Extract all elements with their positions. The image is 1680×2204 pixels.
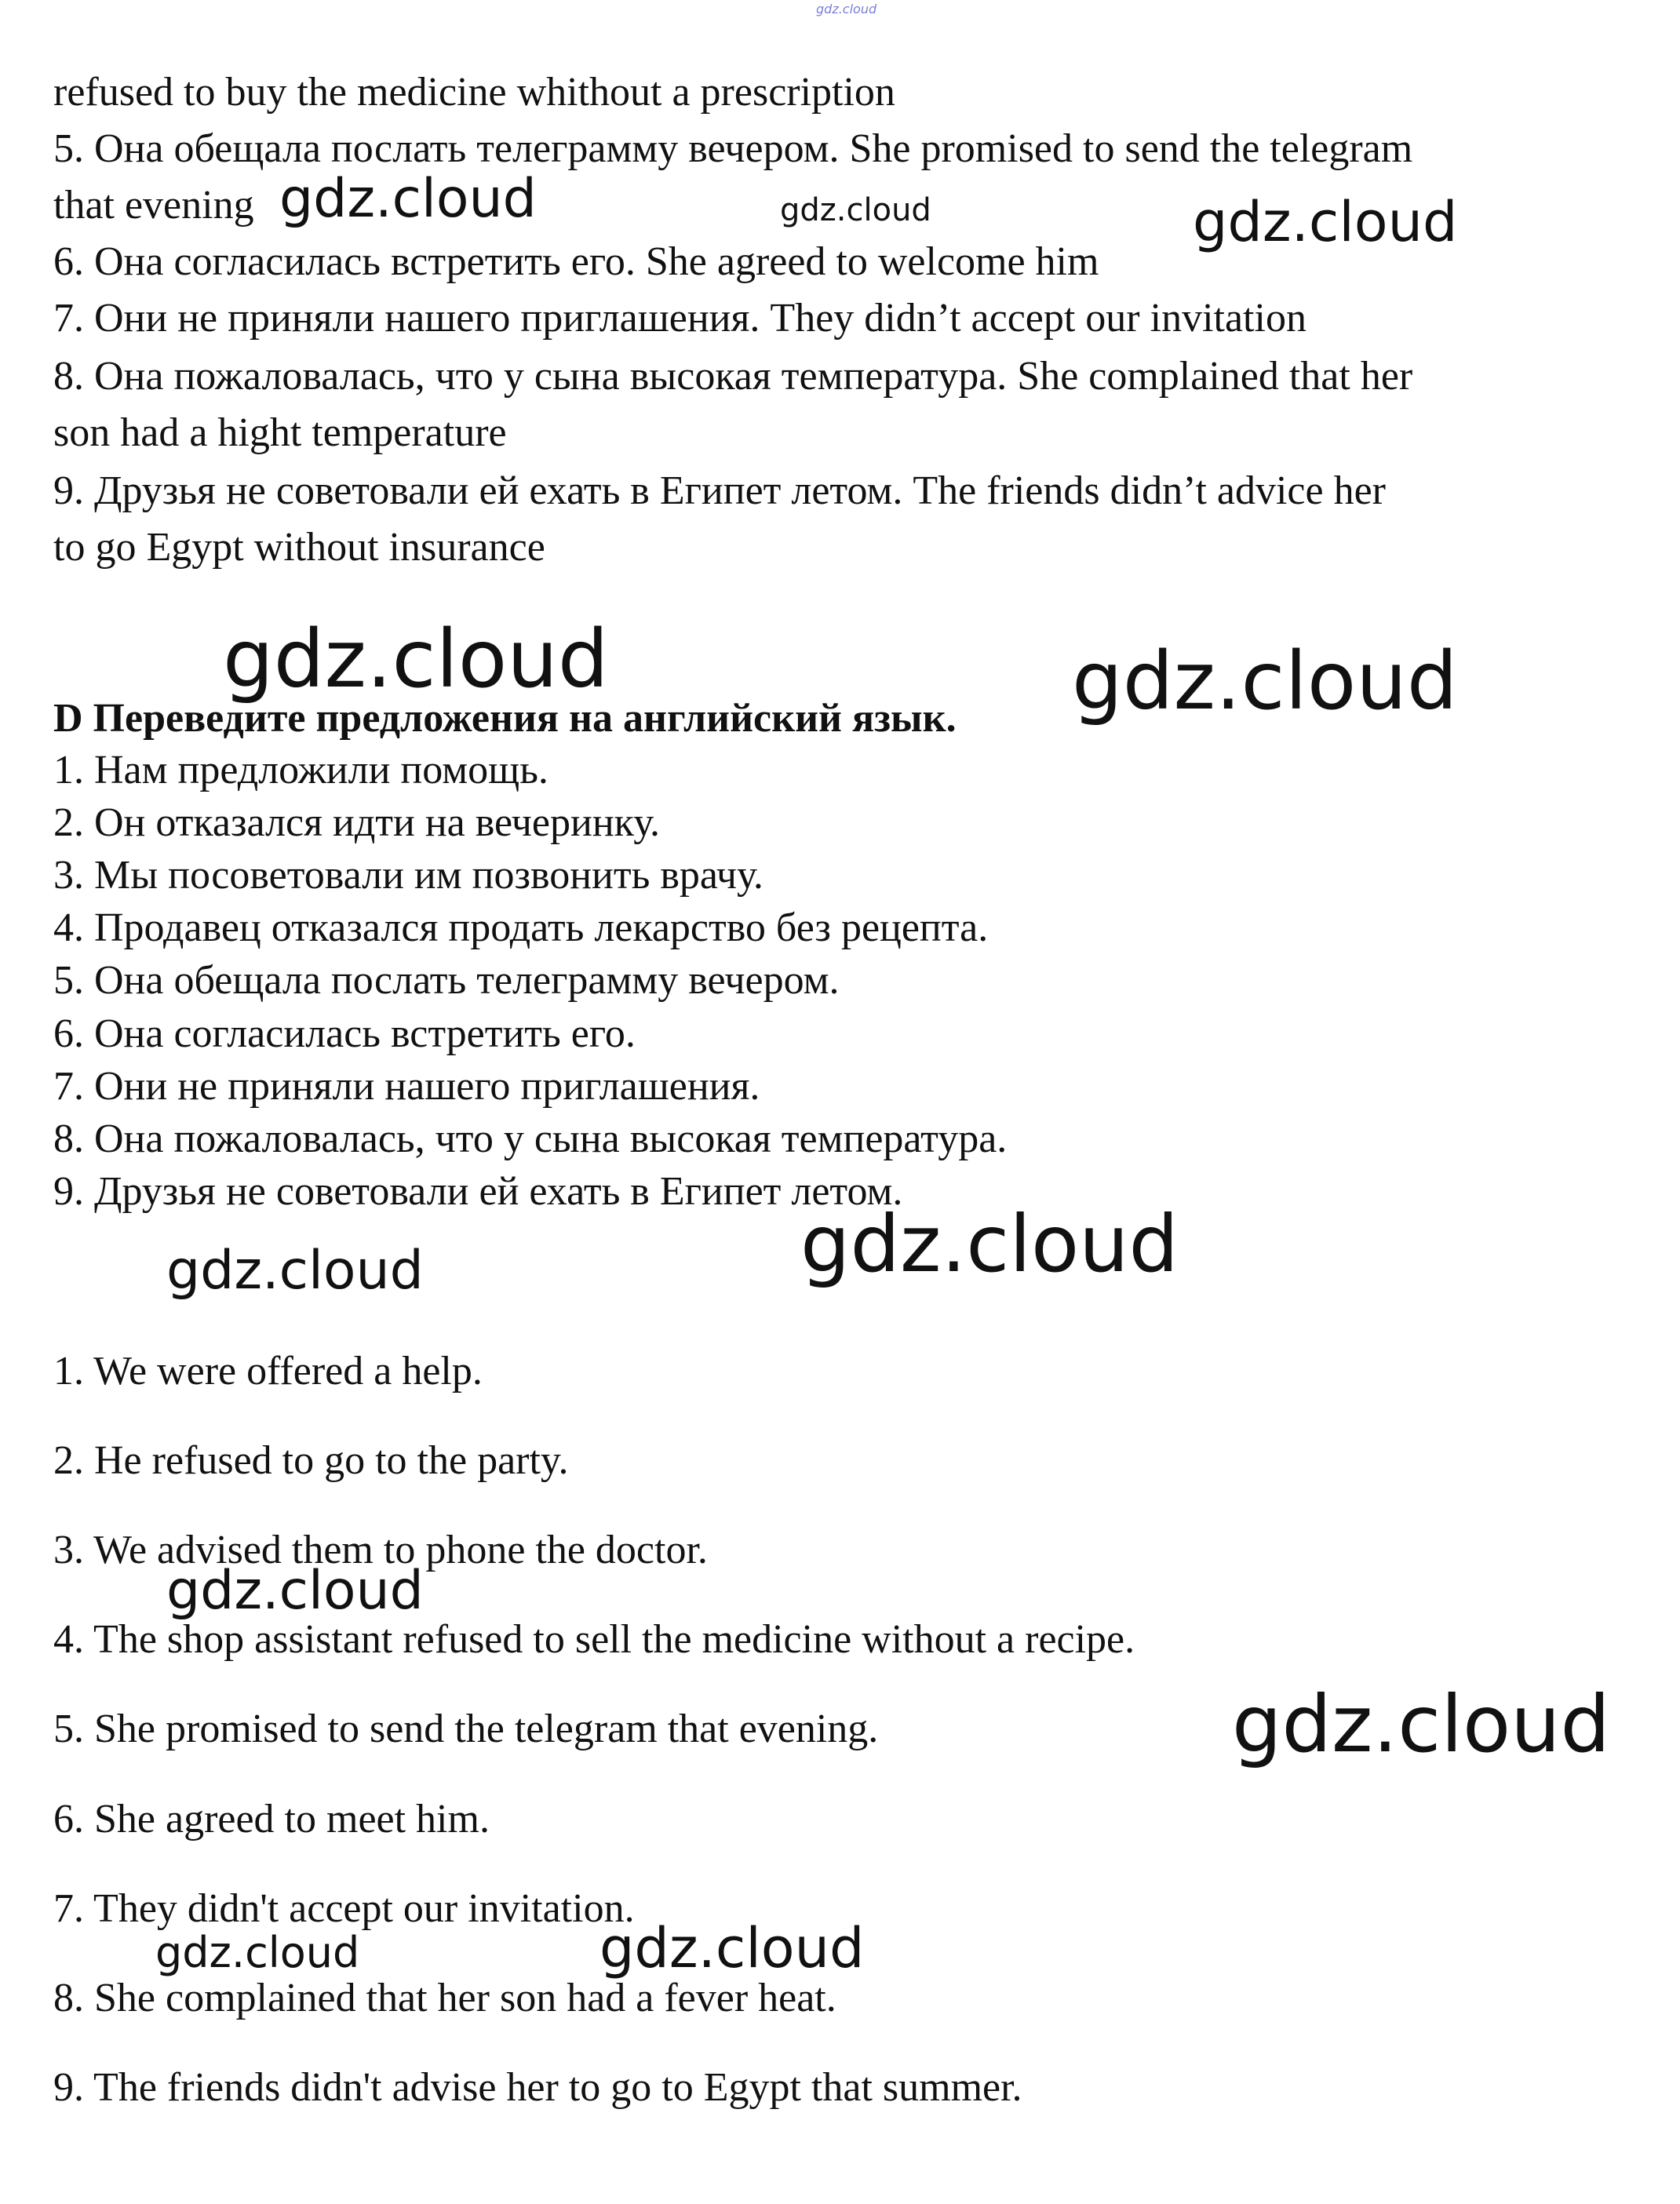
section-d-heading: D Переведите предложения на английский язык.: [53, 696, 957, 741]
watermark: gdz.cloud: [1072, 635, 1458, 728]
watermark: gdz.cloud: [800, 1198, 1179, 1290]
answer-7: 7. They didn't accept our invitation.: [53, 1886, 635, 1931]
watermark: gdz.cloud: [166, 1560, 424, 1622]
task-item-6: 6. Она согласилась встретить его.: [53, 1011, 636, 1056]
answer-1: 1. We were offered a help.: [53, 1349, 483, 1393]
task-item-5: 5. Она обещала послать телеграмму вечером.: [53, 958, 840, 1003]
task-item-2: 2. Он отказался идти на вечеринку.: [53, 800, 660, 845]
watermark: gdz.cloud: [599, 1916, 865, 1980]
upper-line-7: son had a hight temperature: [53, 410, 507, 455]
upper-line-1: refused to buy the medicine whithout a prescription: [53, 70, 895, 115]
answer-3: 3. We advised them to phone the doctor.: [53, 1528, 708, 1572]
task-item-9: 9. Друзья не советовали ей ехать в Египет летом.: [53, 1169, 903, 1214]
answer-6: 6. She agreed to meet him.: [53, 1797, 490, 1842]
watermark: gdz.cloud: [1193, 190, 1458, 254]
top-watermark: gdz.cloud: [816, 2, 877, 16]
task-item-7: 7. Они не приняли нашего приглашения.: [53, 1064, 760, 1109]
task-item-4: 4. Продавец отказался продать лекарство без рецепта.: [53, 905, 989, 950]
watermark: gdz.cloud: [279, 168, 537, 230]
answer-4: 4. The shop assistant refused to sell the medicine without a recipe.: [53, 1617, 1135, 1662]
upper-line-8: 9. Друзья не советовали ей ехать в Египет летом. The friends didn’t advice her: [53, 468, 1386, 513]
watermark: gdz.cloud: [1232, 1678, 1611, 1770]
task-item-3: 3. Мы посоветовали им позвонить врачу.: [53, 853, 763, 898]
upper-line-4: 6. Она согласилась встретить его. She agreed to welcome him: [53, 239, 1099, 284]
task-item-8: 8. Она пожаловалась, что у сына высокая температура.: [53, 1117, 1008, 1161]
watermark: gdz.cloud: [223, 613, 609, 706]
answer-9: 9. The friends didn't advise her to go to Egypt that summer.: [53, 2065, 1022, 2110]
watermark: gdz.cloud: [155, 1928, 360, 1977]
upper-line-2: 5. Она обещала послать телеграмму вечером. She promised to send the telegram: [53, 126, 1413, 171]
upper-line-9: to go Egypt without insurance: [53, 525, 545, 570]
answer-2: 2. He refused to go to the party.: [53, 1438, 569, 1483]
upper-line-5: 7. Они не приняли нашего приглашения. They didn’t accept our invitation: [53, 296, 1306, 341]
task-item-1: 1. Нам предложили помощь.: [53, 748, 548, 792]
answer-5: 5. She promised to send the telegram that evening.: [53, 1707, 879, 1751]
watermark: gdz.cloud: [166, 1240, 424, 1302]
answer-8: 8. She complained that her son had a fever heat.: [53, 1976, 836, 2020]
upper-line-3: that evening: [53, 183, 254, 228]
upper-line-6: 8. Она пожаловалась, что у сына высокая температура. She complained that her: [53, 354, 1413, 399]
watermark: gdz.cloud: [780, 192, 931, 228]
